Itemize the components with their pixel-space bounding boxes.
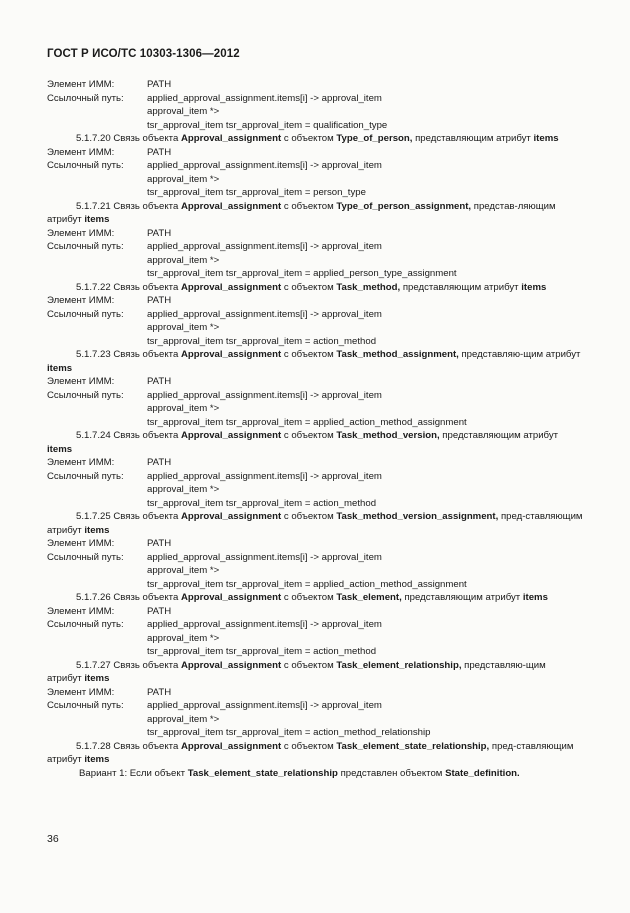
mapping-continuation: tsr_approval_item tsr_approval_item = applied_person_type_assignment xyxy=(147,268,457,279)
mapping-continuation: approval_item *> xyxy=(147,713,220,725)
mapping-label: Ссылочный путь: xyxy=(47,92,124,104)
mapping-value: PATH xyxy=(147,538,172,549)
mapping-continuation: tsr_approval_item tsr_approval_item = qualification_type xyxy=(147,119,388,131)
mapping-continuation: tsr_approval_item tsr_approval_item = applied_action_method_assignment xyxy=(147,416,467,428)
paragraph-text: представляю-щим атрибут xyxy=(47,659,546,684)
mapping-row xyxy=(47,308,583,322)
mapping-value: PATH xyxy=(147,605,172,617)
mapping-value: PATH xyxy=(147,686,172,698)
entity-name: items xyxy=(533,133,559,144)
entity-name: State_definition. xyxy=(445,767,520,779)
mapping-value: applied_approval_assignment.items[i] -> approval_item xyxy=(147,551,382,563)
entity-name: Type_of_person_assignment, xyxy=(336,200,472,212)
mapping-label: Элемент ИММ: xyxy=(47,605,115,617)
mapping-label: Ссылочный путь: xyxy=(47,389,124,401)
mapping-continuation: approval_item *> xyxy=(147,106,220,117)
entity-name: Task_method_version_assignment, xyxy=(336,511,499,522)
mapping-row xyxy=(47,146,583,160)
mapping-continuation: approval_item *> xyxy=(147,254,220,266)
mapping-label: Ссылочный путь: xyxy=(47,619,124,630)
mapping-label: Ссылочный путь: xyxy=(47,308,124,320)
entity-name: items xyxy=(84,673,110,684)
entity-name: Approval_assignment xyxy=(180,200,282,212)
mapping-row xyxy=(47,78,583,92)
paragraph-text: с объектом xyxy=(281,349,337,360)
mapping-value: applied_approval_assignment.items[i] -> approval_item xyxy=(147,619,382,630)
mapping-row xyxy=(47,375,583,389)
page-number: 36 xyxy=(47,833,59,845)
mapping-continuation: tsr_approval_item tsr_approval_item = action_method_relationship xyxy=(147,727,431,738)
entity-name: Approval_assignment xyxy=(180,430,282,441)
mapping-continuation: tsr_approval_item tsr_approval_item = action_method xyxy=(147,646,377,657)
clause-paragraph xyxy=(47,659,583,686)
entity-name: Approval_assignment xyxy=(180,511,282,522)
clause-paragraph xyxy=(47,510,583,537)
entity-name: Approval_assignment xyxy=(180,659,282,671)
mapping-row xyxy=(47,294,583,308)
paragraph-text: 5.1.7.21 Связь объекта xyxy=(76,200,181,212)
mapping-row xyxy=(47,456,583,470)
mapping-row xyxy=(47,470,583,484)
entity-name: Approval_assignment xyxy=(180,133,282,144)
entity-name: Approval_assignment xyxy=(180,592,282,603)
paragraph-text: представлен объектом xyxy=(337,767,446,779)
mapping-label: Элемент ИММ: xyxy=(47,295,115,306)
mapping-row xyxy=(47,227,583,241)
variant-paragraph xyxy=(47,767,583,781)
entity-name: Task_element_state_relationship xyxy=(187,767,338,779)
paragraph-text: 5.1.7.27 Связь объекта xyxy=(76,659,181,671)
mapping-label: Элемент ИММ: xyxy=(47,227,115,239)
entity-name: items xyxy=(47,362,73,374)
entity-name: Task_element_relationship, xyxy=(336,659,462,671)
paragraph-text: пред-ставляющим атрибут xyxy=(47,740,574,765)
mapping-label: Ссылочный путь: xyxy=(47,700,124,711)
paragraph-text: 5.1.7.22 Связь объекта xyxy=(76,281,181,293)
paragraph-text: пред-ставляющим атрибут xyxy=(47,511,583,536)
entity-name: items xyxy=(47,443,73,455)
mapping-value: applied_approval_assignment.items[i] -> approval_item xyxy=(147,308,382,320)
mapping-row xyxy=(47,240,583,254)
mapping-value: PATH xyxy=(147,457,172,468)
mapping-row xyxy=(47,605,583,619)
mapping-value: applied_approval_assignment.items[i] -> approval_item xyxy=(147,700,382,711)
paragraph-text: 5.1.7.23 Связь объекта xyxy=(76,349,181,360)
paragraph-text: 5.1.7.25 Связь объекта xyxy=(76,511,181,522)
entity-name: items xyxy=(522,592,548,603)
mapping-row xyxy=(47,699,583,713)
mapping-label: Ссылочный путь: xyxy=(47,241,124,252)
mapping-continuation: approval_item *> xyxy=(147,173,220,185)
entity-name: Task_method_assignment, xyxy=(336,349,459,360)
entity-name: items xyxy=(521,281,547,293)
clause-paragraph xyxy=(47,591,583,605)
paragraph-text: с объектом xyxy=(281,133,337,144)
entity-name: Approval_assignment xyxy=(180,740,282,752)
mapping-label: Ссылочный путь: xyxy=(47,551,124,563)
entity-name: Approval_assignment xyxy=(180,349,282,360)
clause-paragraph xyxy=(47,429,583,456)
paragraph-text: Вариант 1: Если объект xyxy=(79,767,188,779)
document-header: ГОСТ Р ИСО/ТС 10303-1306—2012 xyxy=(47,48,240,60)
entity-name: items xyxy=(84,754,110,765)
mapping-value: applied_approval_assignment.items[i] -> approval_item xyxy=(147,92,382,104)
entity-name: items xyxy=(84,524,110,536)
document-body xyxy=(47,78,583,780)
mapping-value: PATH xyxy=(147,376,172,387)
mapping-label: Элемент ИММ: xyxy=(47,686,115,698)
mapping-continuation: approval_item *> xyxy=(147,484,220,495)
clause-paragraph xyxy=(47,132,583,146)
mapping-value: applied_approval_assignment.items[i] -> approval_item xyxy=(147,241,382,252)
paragraph-text: 5.1.7.24 Связь объекта xyxy=(76,430,181,441)
mapping-label: Элемент ИММ: xyxy=(47,146,115,158)
mapping-label: Элемент ИММ: xyxy=(47,79,115,90)
paragraph-text: представляю-щим атрибут xyxy=(458,349,581,360)
paragraph-text: с объектом xyxy=(281,281,337,293)
mapping-row xyxy=(47,618,583,632)
mapping-row xyxy=(47,537,583,551)
paragraph-text: с объектом xyxy=(281,740,337,752)
mapping-continuation: approval_item *> xyxy=(147,322,220,333)
entity-name: items xyxy=(84,214,110,225)
clause-paragraph xyxy=(47,740,583,767)
mapping-value: PATH xyxy=(147,227,172,239)
paragraph-text: представляющим атрибут xyxy=(401,592,523,603)
mapping-label: Ссылочный путь: xyxy=(47,470,124,482)
mapping-row xyxy=(47,92,583,106)
clause-paragraph xyxy=(47,281,583,295)
mapping-label: Элемент ИММ: xyxy=(47,457,115,468)
mapping-row xyxy=(47,686,583,700)
clause-paragraph xyxy=(47,348,583,375)
mapping-continuation: approval_item *> xyxy=(147,565,220,576)
paragraph-text: с объектом xyxy=(281,430,337,441)
paragraph-text: с объектом xyxy=(281,659,337,671)
mapping-label: Ссылочный путь: xyxy=(47,160,124,171)
mapping-value: applied_approval_assignment.items[i] -> approval_item xyxy=(147,389,382,401)
mapping-row xyxy=(47,389,583,403)
paragraph-text: с объектом xyxy=(281,511,337,522)
mapping-continuation: approval_item *> xyxy=(147,632,220,644)
mapping-row xyxy=(47,159,583,173)
mapping-value: applied_approval_assignment.items[i] -> approval_item xyxy=(147,470,382,482)
paragraph-text: с объектом xyxy=(281,200,337,212)
mapping-row xyxy=(47,551,583,565)
mapping-value: applied_approval_assignment.items[i] -> approval_item xyxy=(147,160,382,171)
paragraph-text: 5.1.7.20 Связь объекта xyxy=(76,133,181,144)
mapping-label: Элемент ИММ: xyxy=(47,376,115,387)
mapping-continuation: tsr_approval_item tsr_approval_item = action_method xyxy=(147,335,377,347)
entity-name: Task_element_state_relationship, xyxy=(336,740,490,752)
paragraph-text: представляющим атрибут xyxy=(412,133,534,144)
mapping-value: PATH xyxy=(147,295,172,306)
entity-name: Task_method_version, xyxy=(336,430,440,441)
paragraph-text: 5.1.7.28 Связь объекта xyxy=(76,740,181,752)
mapping-continuation: approval_item *> xyxy=(147,403,220,414)
mapping-label: Элемент ИММ: xyxy=(47,538,115,549)
entity-name: Approval_assignment xyxy=(180,281,282,293)
mapping-continuation: tsr_approval_item tsr_approval_item = action_method xyxy=(147,497,377,509)
entity-name: Task_element, xyxy=(336,592,402,603)
mapping-continuation: tsr_approval_item tsr_approval_item = person_type xyxy=(147,187,366,198)
mapping-value: PATH xyxy=(147,146,172,158)
clause-paragraph xyxy=(47,200,583,227)
mapping-value: PATH xyxy=(147,79,172,90)
paragraph-text: 5.1.7.26 Связь объекта xyxy=(76,592,181,603)
entity-name: Type_of_person, xyxy=(336,133,413,144)
paragraph-text: представляющим атрибут xyxy=(439,430,559,441)
paragraph-text: представ-ляющим атрибут xyxy=(47,200,556,225)
paragraph-text: представляющим атрибут xyxy=(400,281,522,293)
paragraph-text: с объектом xyxy=(281,592,337,603)
mapping-continuation: tsr_approval_item tsr_approval_item = applied_action_method_assignment xyxy=(147,578,467,590)
entity-name: Task_method, xyxy=(336,281,401,293)
